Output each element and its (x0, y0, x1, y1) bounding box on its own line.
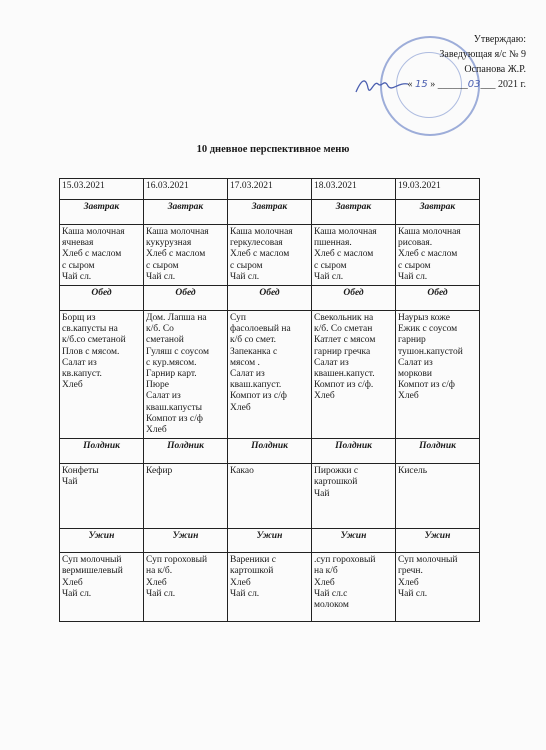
date-cell: 15.03.2021 (60, 179, 144, 200)
meal-header: Ужин (228, 529, 312, 553)
breakfast-items-row (60, 225, 480, 286)
menu-cell: Пирожки с картошкой Чай (312, 464, 396, 529)
menu-cell: Борщ из св.капусты на к/б.со сметаной Плов с мясом. Салат из кв.капуст. Хлеб (60, 311, 144, 439)
date-year-prefix: 20 (498, 79, 509, 90)
breakfast-header-row (60, 200, 480, 225)
meal-header: Обед (144, 286, 228, 311)
meal-header: Ужин (144, 529, 228, 553)
meal-header: Обед (60, 286, 144, 311)
approval-date: « 15 » ______03___ 2021 г. (407, 79, 526, 90)
meal-header: Ужин (60, 529, 144, 553)
menu-cell: Конфеты Чай (60, 464, 144, 529)
menu-cell: Наурыз коже Ежик с соусом гарнир тушон.капустой Салат из моркови Компот из с/ф Хлеб (396, 311, 480, 439)
lunch-items-row (60, 311, 480, 439)
date-cell: 16.03.2021 (144, 179, 228, 200)
dates-row (60, 179, 480, 200)
meal-header: Обед (396, 286, 480, 311)
meal-header: Обед (228, 286, 312, 311)
meal-header: Обед (312, 286, 396, 311)
menu-cell: Вареники с картошкой Хлеб Чай сл. (228, 553, 312, 622)
meal-header: Полдник (144, 439, 228, 464)
meal-header: Завтрак (144, 200, 228, 225)
menu-cell: Суп фасолоевый на к/б со смет. Запеканка с мясом . Салат из кваш.капуст. Компот из с/ф Хлеб (228, 311, 312, 439)
date-day: 15 (415, 79, 428, 90)
menu-cell: Кисель (396, 464, 480, 529)
date-cell: 19.03.2021 (396, 179, 480, 200)
meal-header: Завтрак (396, 200, 480, 225)
date-open-quote: « (407, 79, 413, 90)
date-close-quote: » (430, 79, 436, 90)
menu-cell: Суп молочный гречн. Хлеб Чай сл. (396, 553, 480, 622)
meal-header: Полдник (312, 439, 396, 464)
meal-header: Завтрак (60, 200, 144, 225)
approval-block (336, 32, 526, 92)
meal-header: Полдник (60, 439, 144, 464)
meal-header: Ужин (396, 529, 480, 553)
dinner-header-row (60, 529, 480, 553)
snack-items-row (60, 464, 480, 529)
meal-header: Полдник (396, 439, 480, 464)
menu-cell: Каша молочная пшенная. Хлеб с маслом с сыром Чай сл. (312, 225, 396, 286)
approve-label: Утверждаю: (473, 34, 526, 45)
lunch-header-row (60, 286, 480, 311)
date-cell: 18.03.2021 (312, 179, 396, 200)
menu-cell: Каша молочная геркулесовая Хлеб с маслом с сыром Чай сл. (228, 225, 312, 286)
snack-header-row (60, 439, 480, 464)
approver-position: Заведующая я/с № 9 (439, 49, 526, 60)
menu-cell: Дом. Лапша на к/б. Со сметаной Гуляш с соусом с кур.мясом. Гарнир карт. Пюре Салат из кваш.капусты Компот из с/ф Хлеб (144, 311, 228, 439)
approver-name: Оспанова Ж.Р. (464, 64, 526, 75)
menu-cell: Какао (228, 464, 312, 529)
menu-cell: Каша молочная кукурузная Хлеб с маслом с сыром Чай сл. (144, 225, 228, 286)
menu-cell: .суп гороховый на к/б Хлеб Чай сл.с молоком (312, 553, 396, 622)
meal-header: Завтрак (312, 200, 396, 225)
meal-header: Завтрак (228, 200, 312, 225)
date-month: 03 (467, 79, 481, 90)
meal-header: Полдник (228, 439, 312, 464)
date-year-suffix: 21 г. (508, 79, 526, 90)
date-cell: 17.03.2021 (228, 179, 312, 200)
menu-cell: Каша молочная ячневая Хлеб с маслом с сыром Чай сл. (60, 225, 144, 286)
menu-cell: Свекольник на к/б. Со сметан Катлет с мясом гарнир гречка Салат из квашен.капуст. Компот из с/ф. Хлеб (312, 311, 396, 439)
menu-cell: Кефир (144, 464, 228, 529)
dinner-items-row (60, 553, 480, 622)
document-title: 10 дневное перспективное меню (196, 144, 350, 155)
menu-table (59, 178, 480, 622)
menu-cell: Каша молочная рисовая. Хлеб с маслом с сыром Чай сл. (396, 225, 480, 286)
menu-cell: Суп гороховый на к/б. Хлеб Чай сл. (144, 553, 228, 622)
menu-cell: Суп молочный вермишелевый Хлеб Чай сл. (60, 553, 144, 622)
meal-header: Ужин (312, 529, 396, 553)
